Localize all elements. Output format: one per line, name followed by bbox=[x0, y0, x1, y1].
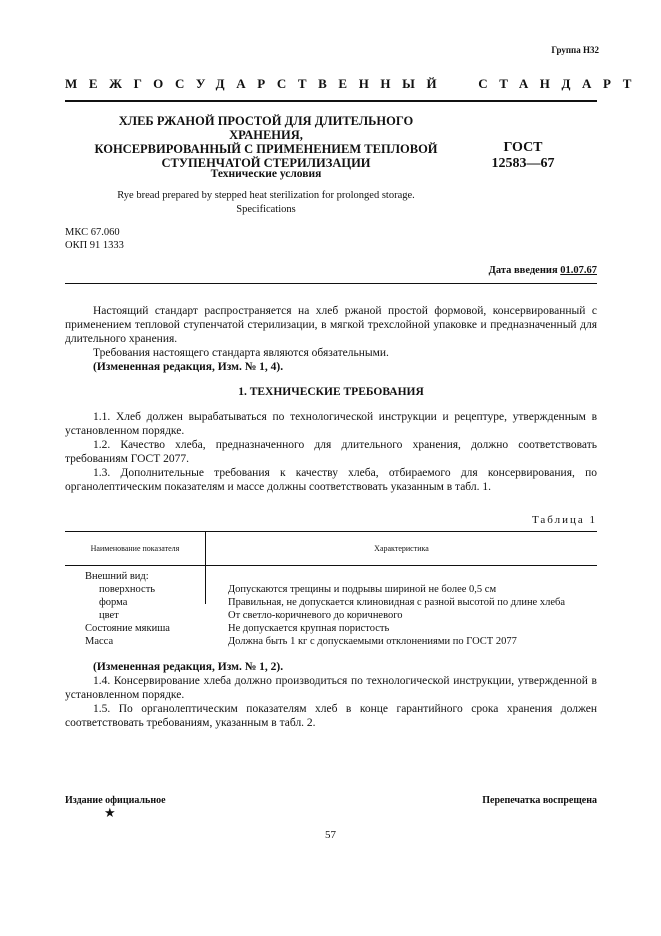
table-cell: форма bbox=[99, 597, 128, 608]
gost-label: ГОСТ bbox=[503, 140, 543, 155]
classification-codes bbox=[65, 226, 124, 252]
table-cell: Правильная, не допускается клиновидная с разной высотой по длине хлеба bbox=[228, 597, 565, 608]
table-row bbox=[65, 622, 597, 635]
intro-paragraph: Требования настоящего стандарта являются обязательными. bbox=[93, 347, 389, 359]
interstate-word: МЕЖГОСУДАРСТВЕННЫЙ bbox=[65, 76, 449, 91]
table-cell: Состояние мякиша bbox=[85, 623, 170, 634]
document-subtitle: Технические условия bbox=[210, 168, 322, 180]
top-rule bbox=[65, 100, 597, 102]
interstate-standard-heading bbox=[65, 76, 644, 92]
table-row bbox=[65, 609, 597, 622]
clause-1-4: 1.4. Консервирование хлеба должно производиться по технологической инструкции, утвержденной в установленном порядке. bbox=[65, 675, 597, 701]
column-header-parameter: Наименование показателя bbox=[65, 532, 206, 565]
star-icon: ★ bbox=[104, 805, 116, 820]
clause-1-5: 1.5. По органолептическим показателям хлеб в конце гарантийного срока хранения должен соответствовать требованиям, указанным в табл. 2. bbox=[65, 703, 597, 729]
okp-code: ОКП 91 1333 bbox=[65, 240, 124, 251]
official-edition-note: Издание официальное bbox=[65, 795, 166, 806]
section1-block bbox=[65, 410, 597, 494]
group-code: Группа Н32 bbox=[551, 45, 599, 55]
gost-number: 12583—67 bbox=[491, 156, 555, 171]
column-header-characteristic: Характеристика bbox=[374, 544, 429, 553]
english-title-line: Specifications bbox=[236, 204, 296, 215]
section-heading: 1. ТЕХНИЧЕСКИЕ ТРЕБОВАНИЯ bbox=[238, 386, 424, 398]
clause-1-3: 1.3. Дополнительные требования к качеству хлеба, отбираемого для консервирования, по органолептическим показателям и массе должны соответствовать указанным в табл. 1. bbox=[65, 467, 597, 493]
mks-code: МКС 67.060 bbox=[65, 227, 120, 238]
english-title bbox=[82, 189, 450, 217]
gost-designation bbox=[468, 140, 578, 172]
clause-1-1: 1.1. Хлеб должен вырабатываться по технологической инструкции и рецептуре, утвержденным в установленном порядке. bbox=[65, 411, 597, 437]
intro-date-value: 01.07.67 bbox=[560, 265, 597, 276]
section1-continued bbox=[65, 660, 597, 730]
intro-date-label: Дата введения bbox=[488, 265, 558, 276]
table-cell: Не допускается крупная пористость bbox=[228, 623, 390, 634]
header-divider bbox=[65, 283, 597, 284]
table-cell: От светло-коричневого до коричневого bbox=[228, 610, 403, 621]
table-1 bbox=[65, 531, 597, 651]
revision-note: (Измененная редакция, Изм. № 1, 2). bbox=[93, 661, 284, 673]
clause-1-2: 1.2. Качество хлеба, предназначенного для длительного хранения, должно соответствовать требованиям ГОСТ 2077. bbox=[65, 439, 597, 465]
revision-note: (Измененная редакция, Изм. № 1, 4). bbox=[93, 361, 284, 373]
intro-block bbox=[65, 304, 597, 374]
intro-paragraph: Настоящий стандарт распространяется на хлеб ржаной простой формовой, консервированный с применением тепловой ступенчатой стерилизации, в мягкой трехслойной упаковке и предназначенный для длительного хранения. bbox=[65, 305, 597, 345]
standard-word: СТАНДАРТ bbox=[478, 76, 644, 91]
page-number: 57 bbox=[325, 829, 336, 841]
table-row bbox=[65, 596, 597, 609]
table-label: Таблица 1 bbox=[531, 514, 597, 526]
table-cell: цвет bbox=[99, 610, 119, 621]
table-row bbox=[65, 583, 597, 596]
document-title bbox=[82, 114, 450, 170]
table-cell: Внешний вид: bbox=[85, 571, 149, 582]
english-title-line: Rye bread prepared by stepped heat sterilization for prolonged storage. bbox=[117, 190, 415, 201]
table-header bbox=[65, 531, 597, 566]
title-line: КОНСЕРВИРОВАННЫЙ С ПРИМЕНЕНИЕМ ТЕПЛОВОЙ bbox=[94, 142, 438, 156]
table-body bbox=[65, 566, 597, 651]
table-cell: Масса bbox=[85, 636, 114, 647]
table-cell: поверхность bbox=[99, 584, 156, 595]
table-row bbox=[65, 635, 597, 648]
table-cell: Допускаются трещины и подрывы шириной не более 0,5 см bbox=[228, 584, 497, 595]
title-line: ХЛЕБ РЖАНОЙ ПРОСТОЙ ДЛЯ ДЛИТЕЛЬНОГО ХРАНЕНИЯ, bbox=[118, 114, 414, 142]
reprint-prohibited-note: Перепечатка воспрещена bbox=[482, 795, 597, 806]
introduction-date bbox=[489, 265, 597, 276]
table-row bbox=[65, 570, 597, 583]
title-line: СТУПЕНЧАТОЙ СТЕРИЛИЗАЦИИ bbox=[161, 156, 371, 170]
table-cell: Должна быть 1 кг с допускаемыми отклонениями по ГОСТ 2077 bbox=[228, 636, 517, 647]
